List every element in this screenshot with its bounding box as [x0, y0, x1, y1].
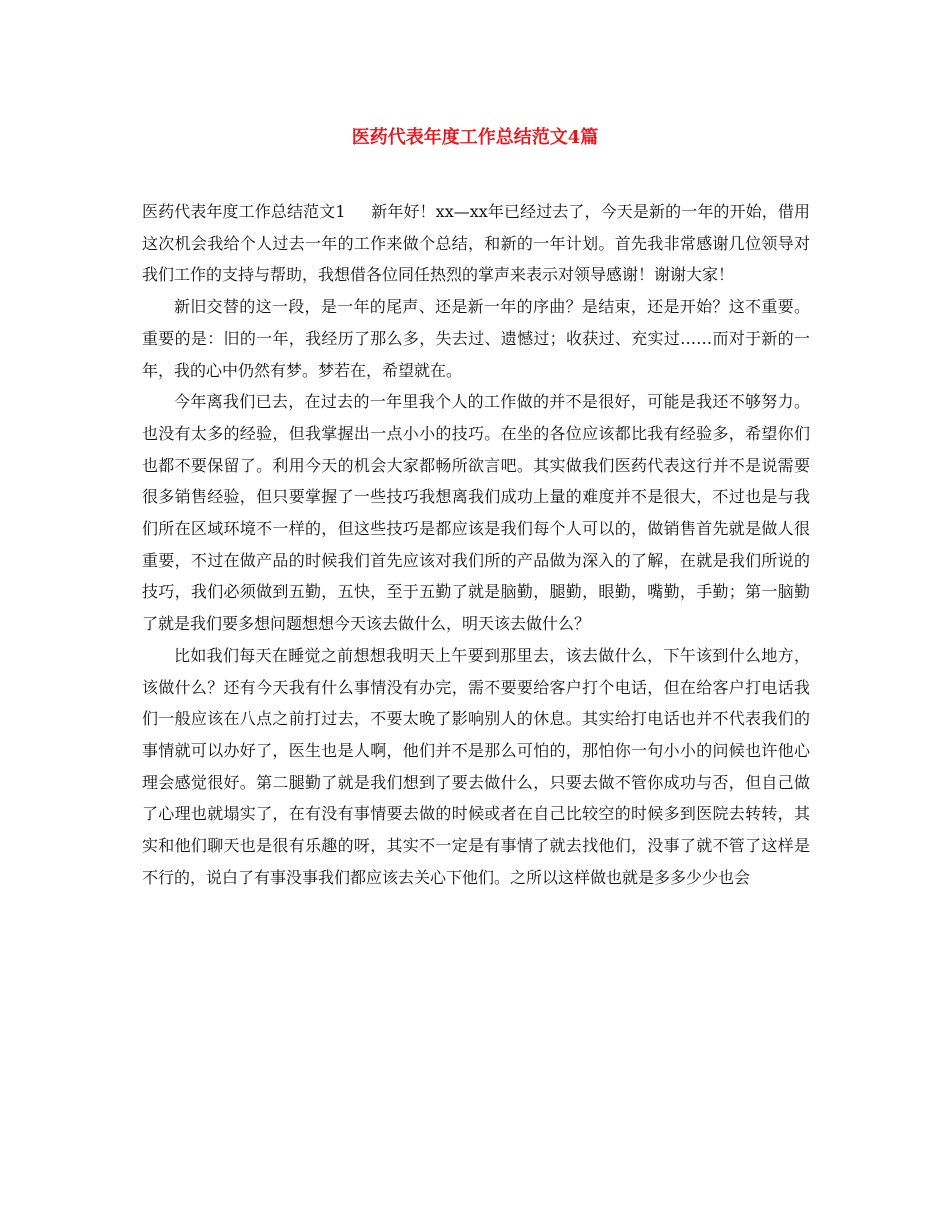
paragraph-1 [142, 196, 810, 291]
paragraph-1-text: 新年好！xx—xx年已经过去了，今天是新的一年的开始，借用这次机会我给个人过去一年的工作来做个总结，和新的一年计划。首先我非常感谢几位领导对我们工作的支持与帮助，我想借各位同任热烈的掌声来表示对领导感谢！谢谢大家！ [142, 202, 810, 285]
section-label: 医药代表年度工作总结范文1 [142, 202, 346, 221]
document-body [142, 196, 810, 893]
document-title: 医药代表年度工作总结范文4篇 [351, 127, 599, 148]
paragraph-4: 比如我们每天在睡觉之前想想我明天上午要到那里去，该去做什么，下午该到什么地方，该做什么？还有今天我有什么事情没有办完，需不要要给客户打个电话，但在给客户打电话我们一般应该在八点之前打过去，不要太晚了影响别人的休息。其实给打电话也并不代表我们的事情就可以办好了，医生也是人啊，他们并不是那么可怕的，那怕你一句小小的问候也许他心理会感觉很好。第二腿勤了就是我们想到了要去做什么，只要去做不管你成功与否，但自己做了心理也就塌实了，在有没有事情要去做的时候或者在自己比较空的时候多到医院去转转，其实和他们聊天也是很有乐趣的呀，其实不一定是有事情了就去找他们，没事了就不管了这样是不行的，说白了有事没事我们都应该去关心下他们。之所以这样做也就是多多少少也会 [142, 645, 810, 887]
paragraph-3: 今年离我们已去，在过去的一年里我个人的工作做的并不是很好，可能是我还不够努力。也没有太多的经验，但我掌握出一点小小的技巧。在坐的各位应该都比我有经验多，希望你们也都不要保留了。利用今天的机会大家都畅所欲言吧。其实做我们医药代表这行并不是说需要很多销售经验，但只要掌握了一些技巧我想离我们成功上量的难度并不是很大，不过也是与我们所在区域环境不一样的，但这些技巧是都应该是我们每个人可以的，做销售首先就是做人很重要，不过在做产品的时候我们首先应该对我们所的产品做为深入的了解，在就是我们所说的技巧，我们必须做到五勤，五快，至于五勤了就是脑勤，腿勤，眼勤，嘴勤，手勤；第一脑勤了就是我们要多想问题想想今天该去做什么，明天该去做什么？ [142, 392, 810, 634]
paragraph-2: 新旧交替的这一段，是一年的尾声、还是新一年的序曲？是结束，还是开始？这不重要。重要的是：旧的一年，我经历了那么多，失去过、遗憾过；收获过、充实过……而对于新的一年，我的心中仍然有梦。梦若在，希望就在。 [142, 297, 810, 380]
